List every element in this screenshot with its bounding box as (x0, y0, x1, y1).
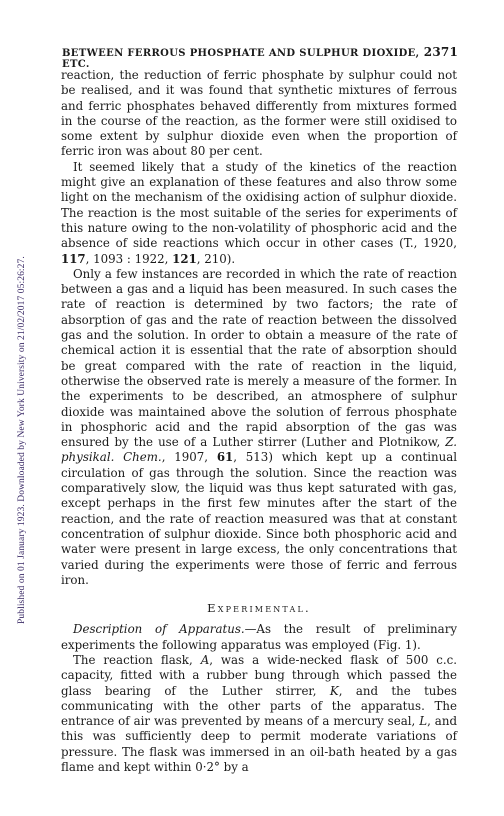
article-body (61, 68, 457, 775)
paragraph-text: , and this was sufficiently deep to permit moderate variations of pressure. The flask was immersed in an oil-bath heated by a gas flame and kept within 0·2° by a (61, 714, 457, 775)
paragraph-reaction-flask (61, 653, 457, 775)
download-watermark (6, 104, 27, 624)
paragraph-text: The reaction flask, (73, 652, 193, 667)
paragraph-apparatus (61, 622, 457, 653)
figure-label: L (419, 714, 428, 729)
volume-number: 121 (172, 251, 197, 266)
paragraph-gas-liquid-tail: , 513) which kept up a continual circulation of gas through the solution. Since the reaction was comparatively slow, the liquid was thus kept saturated with gas, except perhaps in the first few minutes after the start of the reaction, and the rate of reaction measured was that at constant concentration of sulphur dioxide. Since both phosphoric acid and water were present in large excess, the only concentrations that varied during the experiments were those of ferric and ferrous iron. (61, 450, 458, 587)
paragraph-gas-liquid (61, 267, 457, 588)
volume-number: 117 (61, 251, 86, 266)
paragraph-kinetics-text: It seemed likely that a study of the kinetics of the reaction might give an explanation of these features and also throw some light on the mechanism of the oxidising action of sulphur dioxide. The reaction is the most suitable of the series for experiments of this nature owing to the non-volatility of phosphoric acid and the absence of side reactions which occur in other cases (T., 1920, (61, 159, 457, 251)
paragraph-text: , was a wide-necked flask of 500 c.c. capacity, fitted with a rubber bung through which passed the glass bearing of the Luther stirrer, (61, 652, 458, 698)
figure-label: A (200, 652, 210, 667)
citation-text: , 1093 : 1922, (85, 251, 169, 266)
citation-text: , 1907, (161, 450, 209, 465)
running-header (62, 45, 458, 70)
running-title: BETWEEN FERROUS PHOSPHATE AND SULPHUR DIOXIDE, ETC. (62, 48, 420, 70)
volume-number: 61 (216, 450, 234, 465)
page-number: 2371 (423, 45, 458, 59)
paragraph-gas-liquid-text: Only a few instances are recorded in which the rate of reaction between a gas and a liquid has been measured. In such cases the rate of reaction is determined by two factors; the rate of absorption of gas and the rate of reaction between the dissolved gas and the solution. In order to obtain a measure of the rate of chemical action it is essential that the rate of absorption should be great compared with the rate of reaction in the liquid, otherwise the observed rate is merely a measure of the former. In the experiments to be described, an atmosphere of sulphur dioxide was maintained above the solution of ferrous phosphate in phosphoric acid and the rapid absorption of the gas was ensured by the use of a Luther stirrer (Luther and Plotnikow, (61, 266, 457, 450)
citation-text: , 210). (196, 251, 236, 266)
paragraph-text: , and the tubes communicating with the other parts of the apparatus. The entrance of air was prevented by means of a mercury seal, (61, 683, 457, 729)
paragraph-kinetics (61, 160, 457, 267)
run-in-heading: Description of Apparatus. (73, 622, 245, 637)
paragraph-apparatus-text: —As the result of preliminary experiments the following apparatus was employed (Fig. 1). (61, 622, 457, 652)
download-watermark-text: Published on 01 January 1923. Downloaded by New York University on 21/02/2017 05:26:27. (17, 256, 27, 624)
figure-label: K (329, 683, 339, 698)
journal-name: Z. physikal. Chem. (61, 435, 457, 465)
paragraph-continuation: reaction, the reduction of ferric phosphate by sulphur could not be realised, and it was found that synthetic mixtures of ferrous and ferric phosphates behaved differently from mixtures formed in the course of the reaction, as the former were still oxidised to some extent by sulphur dioxide even when the proportion of ferric iron was about 80 per cent. (61, 68, 457, 159)
section-heading: Experimental. (207, 601, 311, 616)
